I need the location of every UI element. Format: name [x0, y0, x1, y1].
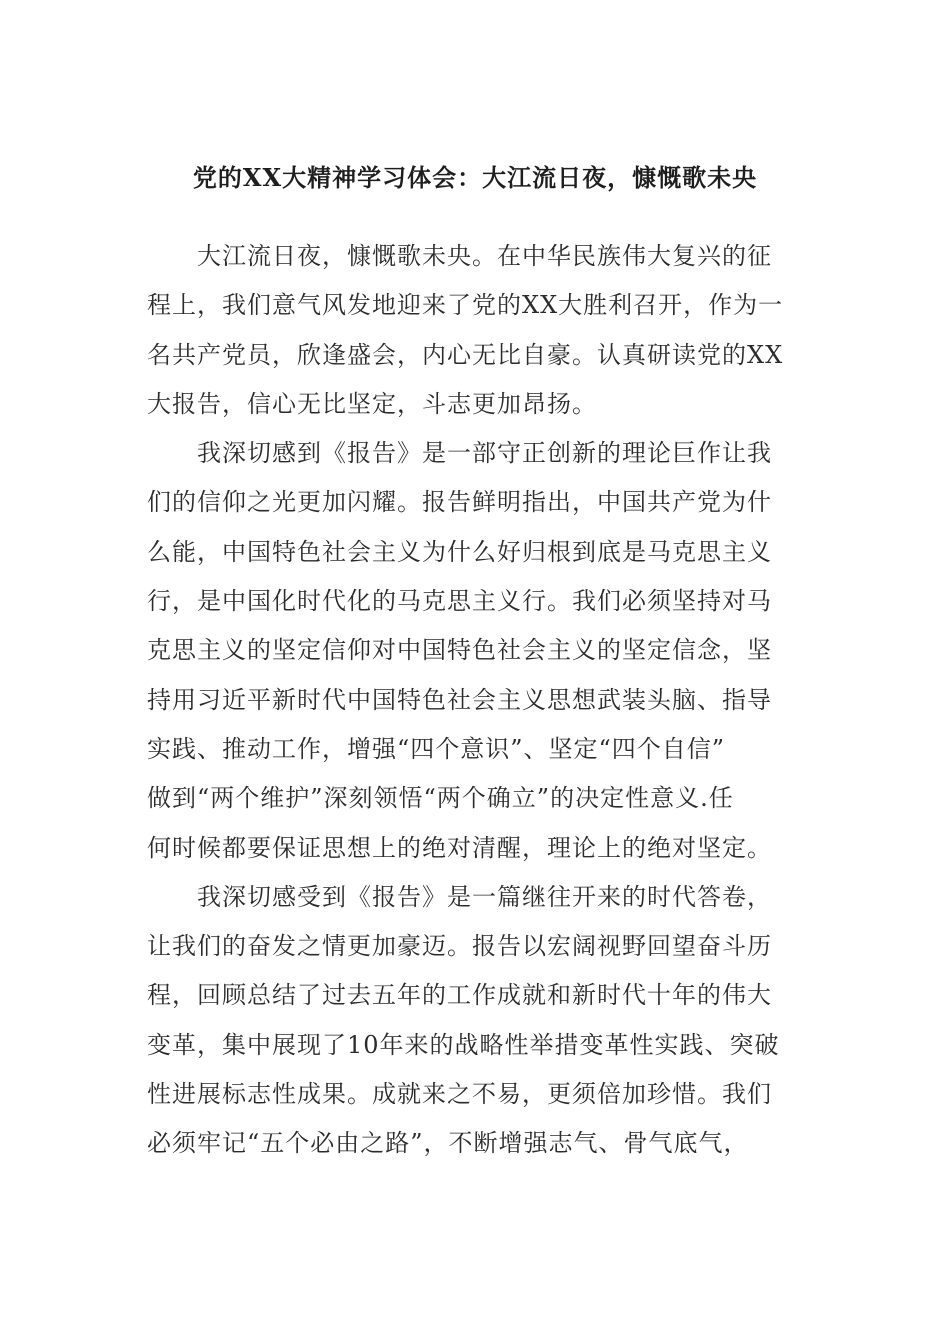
text-line: 我深切感受到《报告》是一篇继往开来的时代答卷， [197, 882, 772, 911]
text-line: 程上，我们意气风发地迎来了党的XX大胜利召开，作为一 [147, 291, 784, 320]
text-line: 行，是中国化时代化的马克思主义行。我们必须坚持对马 [147, 587, 772, 616]
text-line: 让我们的奋发之情更加豪迈。报告以宏阔视野回望奋斗历 [147, 932, 772, 961]
paragraph-1 [147, 232, 807, 429]
text-line: 我深切感到《报告》是一部守正创新的理论巨作让我 [197, 439, 772, 468]
document-body [147, 232, 807, 1169]
paragraph-3 [147, 873, 807, 1169]
text-line: 实践、推动工作，增强“四个意识”、坚定“四个自信” [147, 734, 726, 763]
text-line: 必须牢记“五个必由之路”，不断增强志气、骨气底气， [147, 1129, 749, 1158]
text-line: 么能，中国特色社会主义为什么好归根到底是马克思主义 [147, 537, 772, 566]
text-line: 做到“两个维护”深刻领悟“两个确立”的决定性意义.任 [147, 784, 734, 813]
text-line: 大报告，信心无比坚定，斗志更加昂扬。 [147, 389, 597, 418]
text-line: 大江流日夜，慷慨歌未央。在中华民族伟大复兴的征 [197, 242, 772, 270]
text-line: 克思主义的坚定信仰对中国特色社会主义的坚定信念，坚 [147, 636, 772, 665]
text-line: 名共产党员，欣逢盛会，内心无比自豪。认真研读党的XX [147, 340, 784, 369]
text-line: 持用习近平新时代中国特色社会主义思想武装头脑、指导 [147, 685, 772, 714]
text-line: 性进展标志性成果。成就来之不易，更须倍加珍惜。我们 [147, 1080, 772, 1109]
text-line: 程，回顾总结了过去五年的工作成就和新时代十年的伟大 [147, 981, 772, 1010]
text-line: 们的信仰之光更加闪耀。报告鲜明指出，中国共产党为什 [147, 488, 772, 517]
text-line: 何时候都要保证思想上的绝对清醒，理论上的绝对坚定。 [147, 833, 772, 862]
paragraph-2 [147, 429, 807, 873]
text-line: 变革，集中展现了10年来的战略性举措变革性实践、突破 [147, 1030, 780, 1059]
document-title: 党的XX大精神学习体会：大江流日夜，慷慨歌未央 [192, 163, 758, 192]
